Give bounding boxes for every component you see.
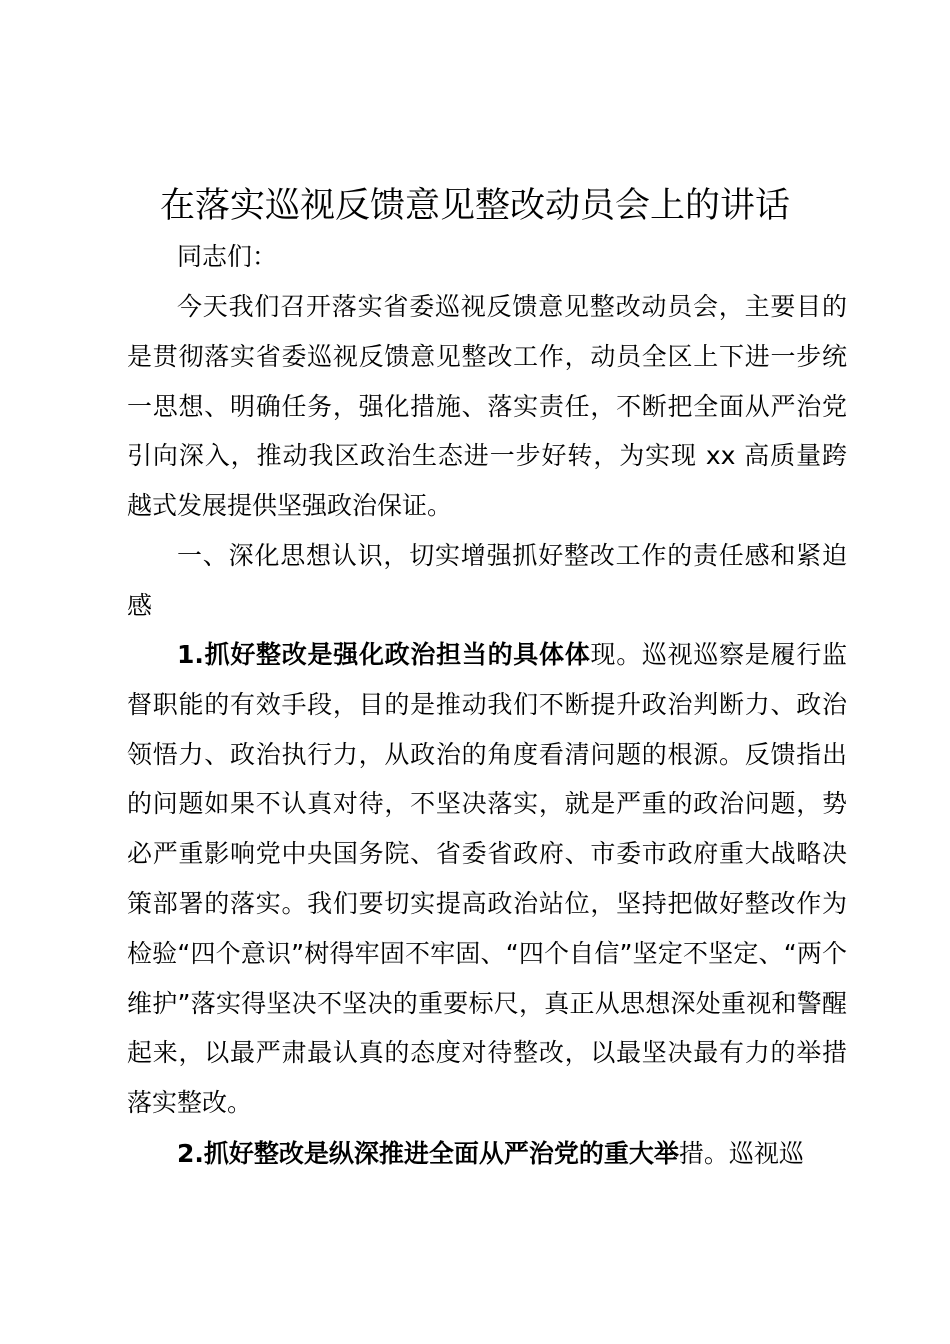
paragraph-opening: 今天我们召开落实省委巡视反馈意见整改动员会，主要目的是贯彻落实省委巡视反馈意见整改工作，动员全区上下进一步统一思想、明确任务，强化措施、落实责任，不断把全面从严治党引向深入，推动我区政治生态进一步好转，为实现 xx 高质量跨越式发展提供坚强政治保证。: [127, 292, 847, 521]
section-heading-1: 一、深化思想认识，切实增强抓好整改工作的责任感和紧迫感: [127, 541, 847, 620]
point-2-text: 措。巡视巡: [678, 1139, 804, 1168]
point-2-lead: 2.抓好整改是纵深推进全面从严治党的重大举: [177, 1139, 679, 1168]
salutation: 同志们：: [177, 242, 278, 271]
paragraph-point-2: [127, 1129, 847, 1179]
point-1-lead: 1.抓好整改是强化政治担当的具体体: [177, 640, 591, 669]
point-1-text: 现。巡视巡察是履行监督职能的有效手段，目的是推动我们不断提升政治判断力、政治领悟力、政治执行力，从政治的角度看清问题的根源。反馈指出的问题如果不认真对待，不坚决落实，就是严重的政治问题，势必严重影响党中央国务院、省委省政府、市委市政府重大战略决策部署的落实。我们要切实提高政治站位，坚持把做好整改作为检验“四个意识”树得牢固不牢固、“四个自信”坚定不坚定、“两个维护”落实得坚决不坚决的重要标尺，真正从思想深处重视和警醒起来，以最严肃最认真的态度对待整改，以最坚决最有力的举措落实整改。: [127, 640, 847, 1118]
paragraph-point-1: [127, 630, 847, 1128]
document-title: 在落实巡视反馈意见整改动员会上的讲话: [159, 186, 790, 226]
